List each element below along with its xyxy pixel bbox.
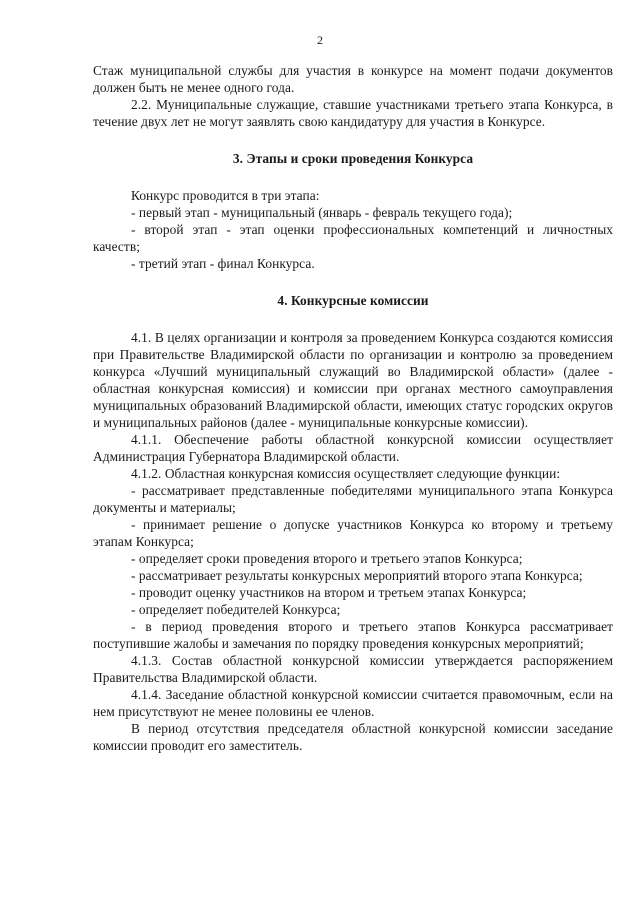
section-3-intro: Конкурс проводится в три этапа: bbox=[131, 188, 320, 203]
section-4-title: 4. Конкурсные комиссии bbox=[277, 293, 429, 308]
document-body bbox=[93, 62, 613, 754]
paragraph-4-1-1: 4.1.1. Обеспечение работы областной конкурсной комиссии осуществляет Администрация Губернатора Владимирской области. bbox=[93, 432, 613, 464]
paragraph-4-1-2: 4.1.2. Областная конкурсная комиссия осуществляет следующие функции: bbox=[131, 466, 561, 481]
stage-item-1: - первый этап - муниципальный (январь - февраль текущего года); bbox=[131, 205, 513, 220]
function-item-6: - определяет победителей Конкурса; bbox=[131, 602, 341, 617]
page-number: 2 bbox=[317, 33, 323, 47]
function-item-4: - рассматривает результаты конкурсных мероприятий второго этапа Конкурса; bbox=[131, 568, 583, 583]
paragraph-4-1: 4.1. В целях организации и контроля за проведением Конкурса создаются комиссия при Правительстве Владимирской области по организации и контролю за проведением конкурса «Лучший муниципальный служащий во Владимирской области» (далее - областная конкурсная комиссия) и комиссии при органах местного самоуправления муниципальных образований Владимирской области, имеющих статус городских округов и муниципальных районов (далее - муниципальные конкурсные комиссии). bbox=[93, 330, 613, 430]
stage-item-2: - второй этап - этап оценки профессиональных компетенций и личностных качеств; bbox=[93, 222, 613, 254]
paragraph-service-length: Стаж муниципальной службы для участия в конкурсе на момент подачи документов должен быть не менее одного года. bbox=[93, 63, 613, 95]
paragraph-4-1-3: 4.1.3. Состав областной конкурсной комиссии утверждается распоряжением Правительства Владимирской области. bbox=[93, 653, 613, 685]
section-3-title: 3. Этапы и сроки проведения Конкурса bbox=[232, 151, 474, 166]
function-item-5: - проводит оценку участников на втором и третьем этапах Конкурса; bbox=[131, 585, 527, 600]
function-item-2: - принимает решение о допуске участников Конкурса ко второму и третьему этапам Конкурса; bbox=[93, 517, 613, 549]
paragraph-2-2: 2.2. Муниципальные служащие, ставшие участниками третьего этапа Конкурса, в течение двух лет не могут заявлять свою кандидатуру для участия в Конкурсе. bbox=[93, 97, 613, 129]
function-item-1: - рассматривает представленные победителями муниципального этапа Конкурса документы и материалы; bbox=[93, 483, 613, 515]
function-item-3: - определяет сроки проведения второго и третьего этапов Конкурса; bbox=[131, 551, 523, 566]
paragraph-4-1-4: 4.1.4. Заседание областной конкурсной комиссии считается правомочным, если на нем присутствуют не менее половины ее членов. bbox=[93, 687, 613, 719]
function-item-7: - в период проведения второго и третьего этапов Конкурса рассматривает поступившие жалобы и замечания по порядку проведения конкурсных мероприятий; bbox=[93, 619, 613, 651]
stage-item-3: - третий этап - финал Конкурса. bbox=[131, 256, 315, 271]
paragraph-chair-absence: В период отсутствия председателя областной конкурсной комиссии заседание комиссии проводит его заместитель. bbox=[93, 721, 613, 753]
